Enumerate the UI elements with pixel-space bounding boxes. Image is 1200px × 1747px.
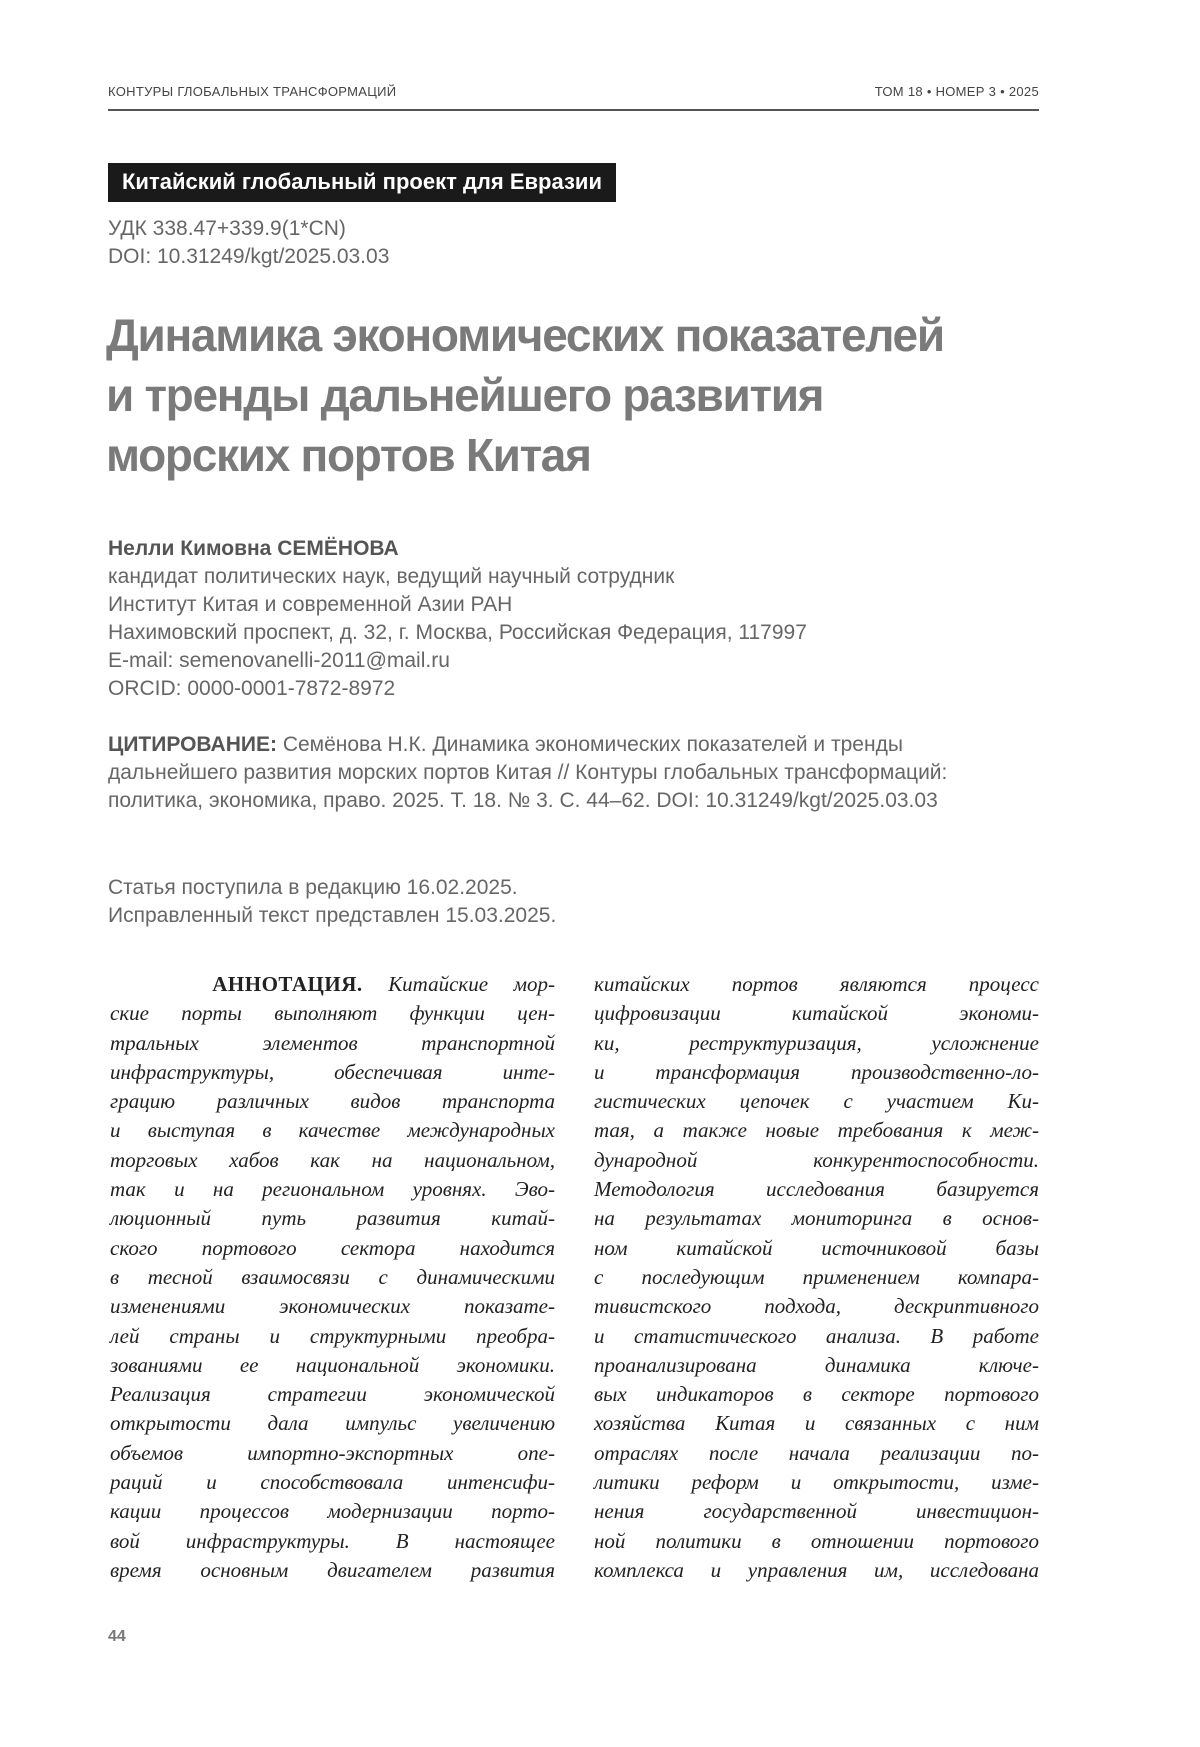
abstract-line: и трансформация производственно-ло- — [594, 1059, 1039, 1084]
section-label: Китайский глобальный проект для Евразии — [108, 163, 616, 202]
abstract-line: проанализирована динамика ключе- — [594, 1352, 1039, 1377]
abstract-line: нения государственной инвестицион- — [594, 1499, 1039, 1524]
abstract-line: хозяйства Китая и связанных с ним — [594, 1411, 1039, 1436]
abstract-line: Реализация стратегии экономической — [110, 1382, 555, 1407]
doi: DOI: 10.31249/kgt/2025.03.03 — [108, 245, 390, 268]
abstract-line: цифровизации китайской экономи- — [594, 1001, 1039, 1026]
received-date: Статья поступила в редакцию 16.02.2025. — [108, 876, 518, 899]
abstract-line: ского портового сектора находится — [110, 1235, 555, 1260]
abstract-line: ной политики в отношении портового — [594, 1528, 1039, 1553]
abstract-line: на результатах мониторинга в основ- — [594, 1206, 1039, 1231]
abstract-line: изменениями экономических показате- — [110, 1294, 555, 1319]
abstract-line: комплекса и управления им, исследована — [594, 1557, 1039, 1582]
title-line: морских портов Китая — [106, 429, 591, 481]
abstract-line: тая, а также новые требования к меж- — [594, 1118, 1039, 1143]
identifiers — [108, 215, 389, 271]
abstract-line: с последующим применением компара- — [594, 1264, 1039, 1289]
abstract-line: кации процессов модернизации порто- — [110, 1499, 555, 1524]
abstract-line: люционный путь развития китай- — [110, 1206, 555, 1231]
abstract-line: так и на региональном уровнях. Эво- — [110, 1177, 555, 1202]
abstract-line — [110, 970, 555, 999]
abstract-line: вых индикаторов в секторе портового — [594, 1382, 1039, 1407]
abstract-left-column — [110, 970, 555, 1585]
author-orcid[interactable]: ORCID: 0000-0001-7872-8972 — [108, 677, 396, 700]
abstract-line: грацию различных видов транспорта — [110, 1089, 555, 1114]
abstract-line: зованиями ее национальной экономики. — [110, 1352, 555, 1377]
article-title — [106, 305, 1046, 485]
revised-date: Исправленный текст представлен 15.03.2025. — [108, 904, 557, 927]
author-institution: Институт Китая и современной Азии РАН — [108, 593, 513, 616]
udc-code: УДК 338.47+339.9(1*CN) — [108, 217, 346, 240]
author-position: кандидат политических наук, ведущий научный сотрудник — [108, 565, 675, 588]
abstract-label: АННОТАЦИЯ. — [212, 972, 363, 996]
abstract-line: и статистического анализа. В работе — [594, 1323, 1039, 1348]
citation-text: Семёнова Н.К. Динамика экономических показателей и тренды дальнейшего развития морских портов Китая // Контуры глобальных трансформаций: политика, экономика, право. 2025. Т. 18. № 3. С. 44–62. DOI: 10.31249/kgt/2025.03.03 — [108, 733, 948, 812]
abstract-line: в тесной взаимосвязи с динамическими — [110, 1264, 555, 1289]
abstract-line: торговых хабов как на национальном, — [110, 1147, 555, 1172]
abstract-line: дународной конкурентоспособности. — [594, 1147, 1039, 1172]
author-address: Нахимовский проспект, д. 32, г. Москва, Российская Федерация, 117997 — [108, 621, 807, 644]
abstract-line: Методология исследования базируется — [594, 1177, 1039, 1202]
abstract-line: вой инфраструктуры. В настоящее — [110, 1528, 555, 1553]
abstract-line: тивистского подхода, дескриптивного — [594, 1294, 1039, 1319]
author-email[interactable]: E-mail: semenovanelli-2011@mail.ru — [108, 649, 450, 672]
issue-info: ТОМ 18 • НОМЕР 3 • 2025 — [874, 84, 1039, 99]
page-number: 44 — [108, 1628, 126, 1645]
abstract-right-column — [594, 970, 1039, 1585]
running-header — [108, 84, 1039, 111]
author-name: Нелли Кимовна СЕМЁНОВА — [108, 537, 399, 560]
title-line: и тренды дальнейшего развития — [106, 369, 824, 421]
abstract-line: и выступая в качестве международных — [110, 1118, 555, 1143]
author-block — [108, 535, 807, 703]
abstract-line: лей страны и структурными преобра- — [110, 1323, 555, 1348]
abstract-line: открытости дала импульс увеличению — [110, 1411, 555, 1436]
abstract-line: ские порты выполняют функции цен- — [110, 1001, 555, 1026]
title-line: Динамика экономических показателей — [106, 309, 944, 361]
abstract-line: литики реформ и открытости, изме- — [594, 1470, 1039, 1495]
abstract-line: китайских портов являются процесс — [594, 972, 1039, 996]
abstract-line: ки, реструктуризация, усложнение — [594, 1030, 1039, 1055]
abstract-text: Китайские мор- — [388, 972, 555, 996]
abstract-line: раций и способствовала интенсифи- — [110, 1470, 555, 1495]
abstract-line: гистических цепочек с участием Ки- — [594, 1089, 1039, 1114]
abstract-line: время основным двигателем развития — [110, 1557, 555, 1582]
abstract-line: отраслях после начала реализации по- — [594, 1440, 1039, 1465]
abstract-line: ном китайской источниковой базы — [594, 1235, 1039, 1260]
abstract-line: тральных элементов транспортной — [110, 1030, 555, 1055]
abstract-line: объемов импортно-экспортных опе- — [110, 1440, 555, 1465]
dates-block — [108, 874, 556, 930]
citation-block — [108, 731, 1028, 815]
citation-label: ЦИТИРОВАНИЕ: — [108, 733, 277, 756]
journal-name: КОНТУРЫ ГЛОБАЛЬНЫХ ТРАНСФОРМАЦИЙ — [108, 84, 397, 99]
abstract-line: инфраструктуры, обеспечивая инте- — [110, 1059, 555, 1084]
